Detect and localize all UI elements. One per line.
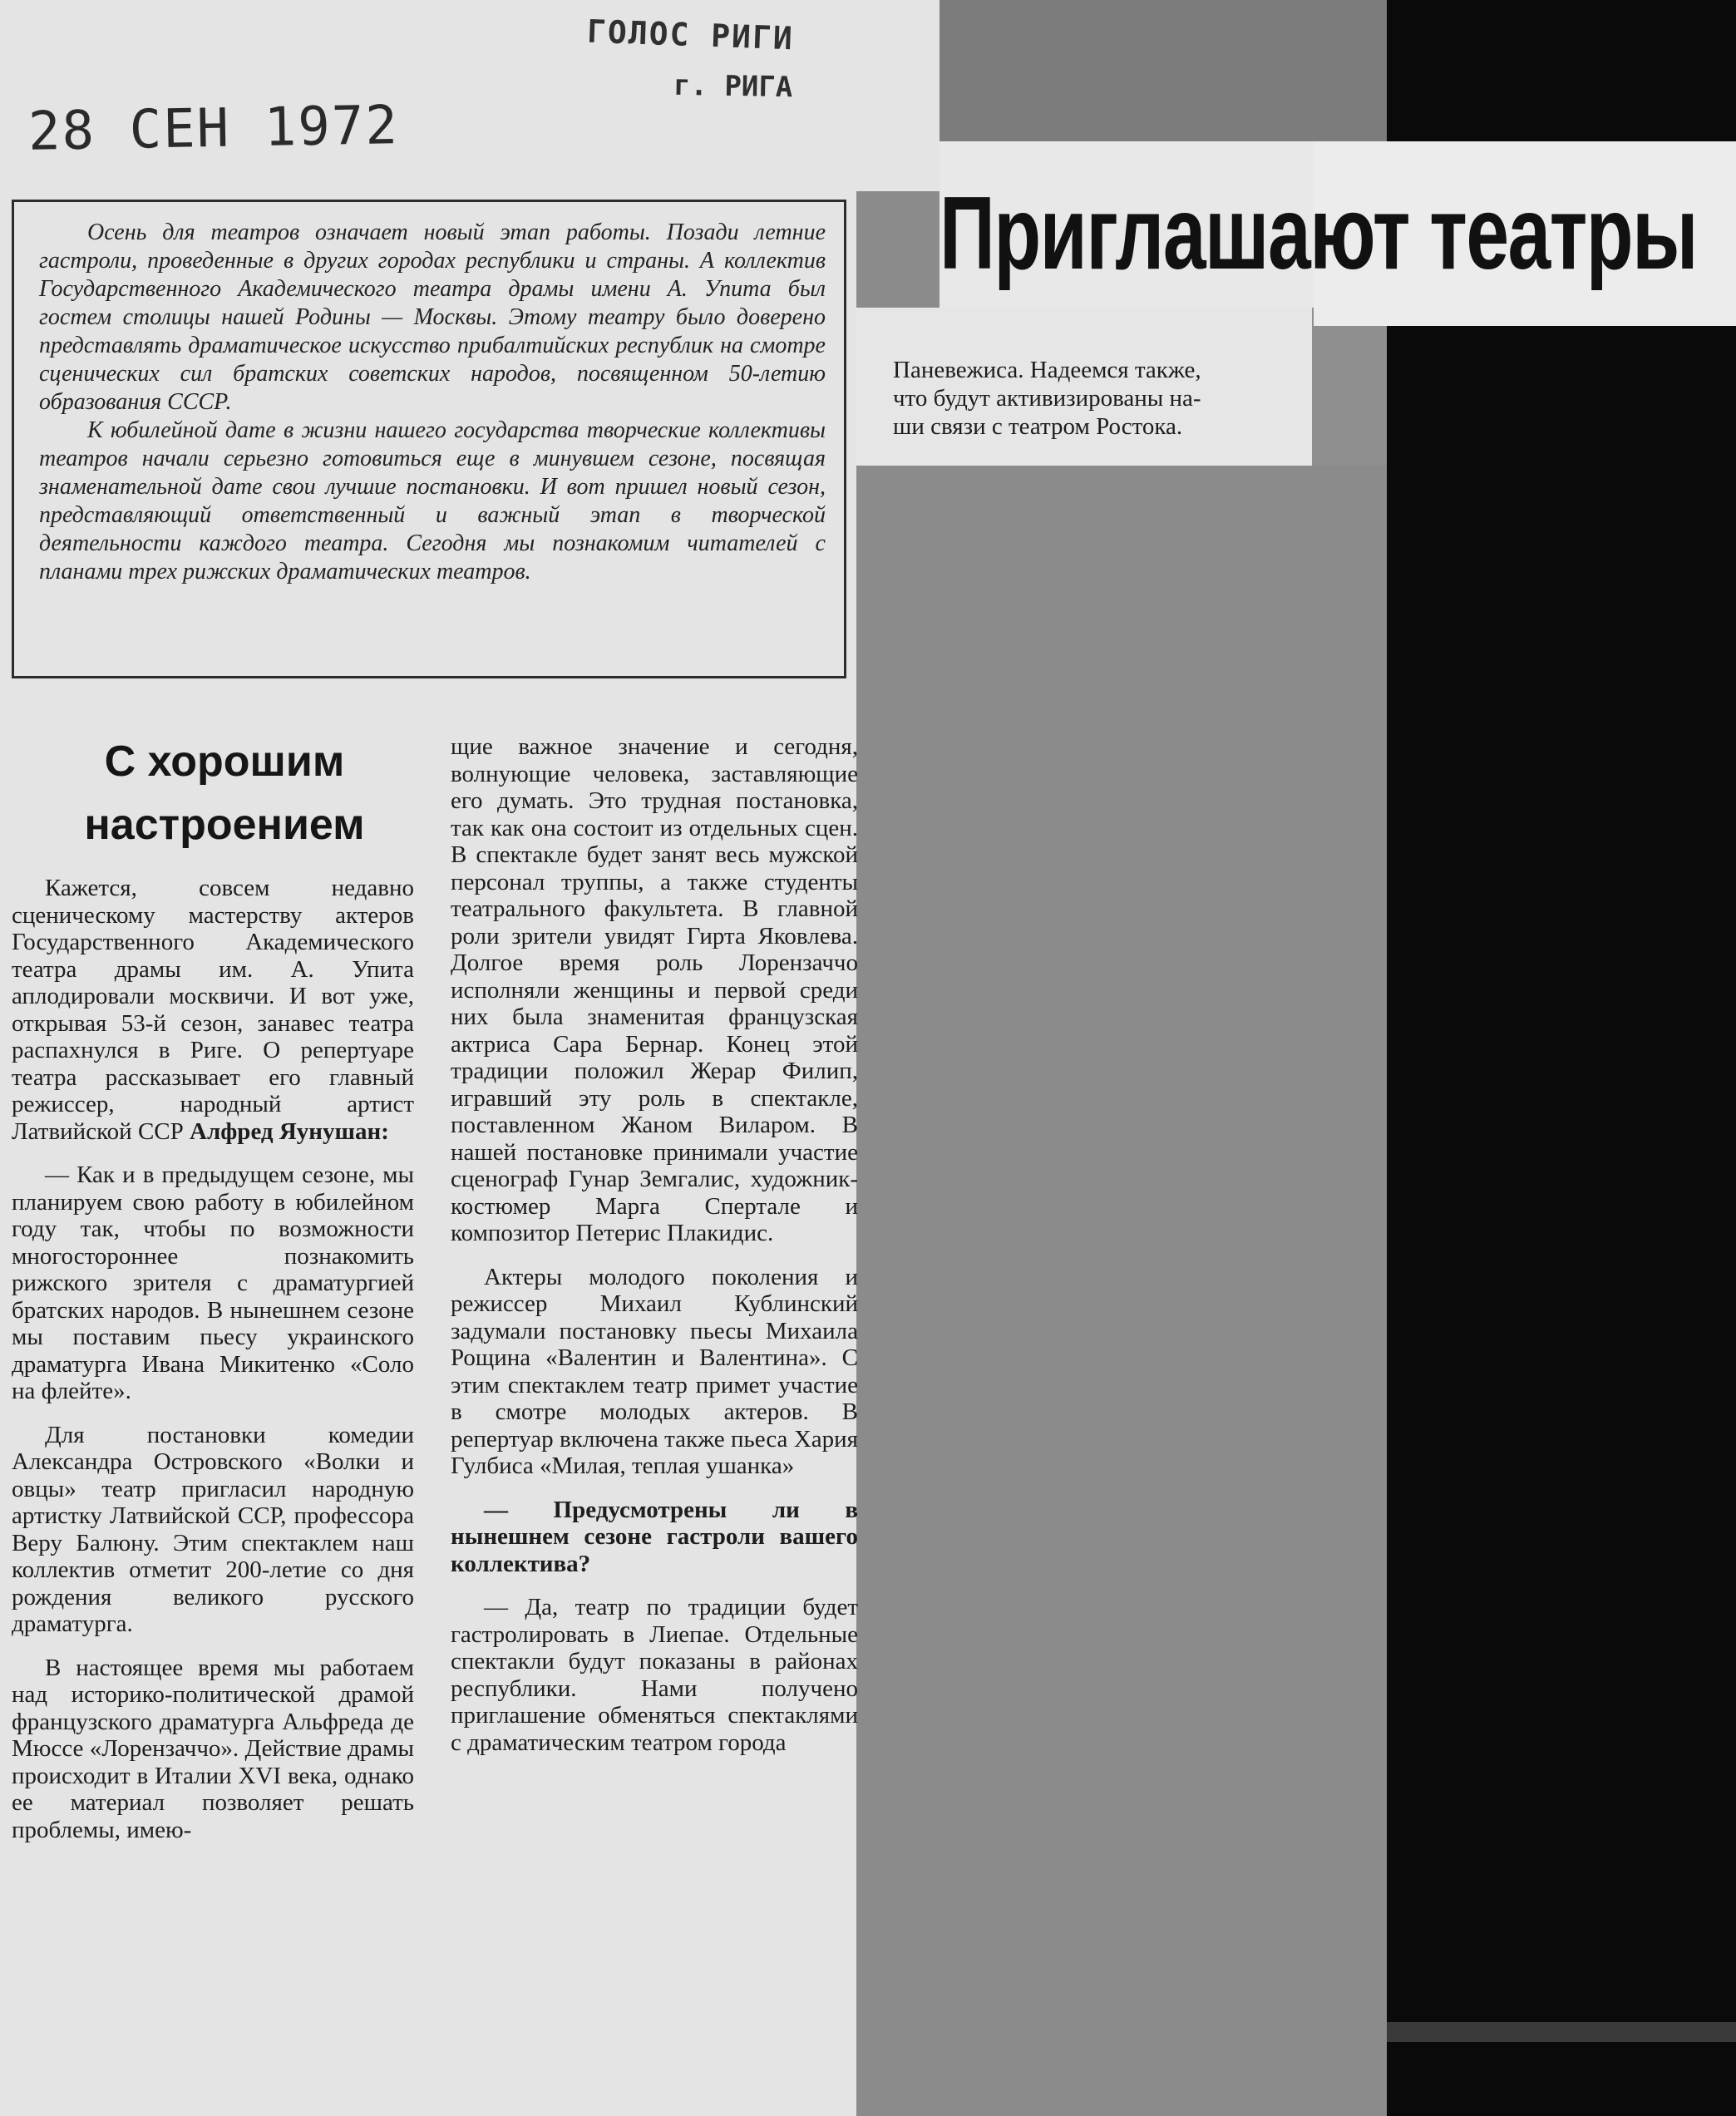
side-note-line: что будут активизированы на- — [893, 385, 1201, 412]
lead-text: Кажется, совсем недавно сценическому мастерству актеров Государственного Академического театра драмы им. А. Упита аплодировали москвичи. И вот уже, открывая 53-й сезон, занавес театра распахнулся в Риге. О репертуаре театра рассказывает его главный режиссер, народный артист Латвийской ССР — [12, 875, 414, 1145]
newspaper-stamp — [582, 12, 931, 116]
column1-paragraph: В настоящее время мы работаем над историко-политической драмой французского драматурга Альфреда де Мюссе «Лорензаччо». Действие драмы происходит в Италии XVI века, однако ее материал позволяет решать проблемы, имею- — [12, 1654, 414, 1843]
side-note-line: ши связи с театром Ростока. — [893, 413, 1183, 440]
article-headline: Приглашают театры — [940, 176, 1698, 291]
date-stamp: 28 СЕН 1972 — [27, 95, 400, 163]
scan-line — [1387, 2022, 1736, 2042]
clipping-cut-edge — [856, 191, 940, 2116]
intro-box — [12, 200, 846, 678]
column1-paragraph: Для постановки комедии Александра Островского «Волки и овцы» театр пригласил народную артистку Латвийской ССР, профессора Веру Балюну. Этим спектаклем наш коллектив отметит 200-летие со дня рождения великого русского драматурга. — [12, 1421, 414, 1637]
director-name: Алфред Яунушан: — [190, 1117, 389, 1145]
background-strip — [940, 0, 1387, 150]
question-text: — Предусмотрены ли в нынешнем сезоне гастроли вашего коллектива? — [451, 1496, 858, 1577]
interview-answer: — Да, театр по традиции будет гастролировать в Лиепае. Отдельные спектакли будут показаны в районах республики. Нами получено приглашение обменяться спектаклями с драматическим театром города — [451, 1594, 858, 1756]
stamp-city: г. РИГА — [673, 68, 793, 105]
column2-paragraph: Актеры молодого поколения и режиссер Михаил Кублинский задумали постановку пьесы Михаила Рощина «Валентин и Валентина». С этим спектаклем театр примет участие в смотре молодых актеров. В репертуар включена также пьеса Хария Гулбиса «Милая, теплая ушанка» — [451, 1263, 858, 1479]
article-column-1 — [12, 875, 414, 1860]
stamp-newspaper-name: ГОЛОС РИГИ — [586, 12, 795, 57]
interview-question — [451, 1497, 858, 1578]
article-column-2 — [451, 733, 858, 1773]
column1-lead — [12, 875, 414, 1145]
intro-paragraph-2: К юбилейной дате в жизни нашего государства творческие коллективы театров начали серьезно готовиться еще в минувшем сезоне, посвящая знаменательной дате свои лучшие постановки. И вот пришел новый сезон, представляющий ответственный и важный этап в творческой деятельности каждого театра. Сегодня мы познакомим читателей с планами трех рижских драматических театров. — [39, 417, 826, 584]
side-note — [893, 356, 1304, 441]
section-title: С хорошим настроением — [84, 737, 365, 849]
column1-paragraph: — Как и в предыдущем сезоне, мы планируем свою работу в юбилейном году так, чтобы по возможности многостороннее познакомить рижского зрителя с драматургией братских народов. В нынешнем сезоне мы поставим пьесу украинского драматурга Ивана Микитенко «Соло на флейте». — [12, 1162, 414, 1404]
column2-paragraph: щие важное значение и сегодня, волнующие человека, заставляющие его думать. Это трудная постановка, так как она состоит из отдельных сцен. В спектакле будет занят весь мужской персонал труппы, а также студенты театрального факультета. В главной роли зрители увидят Гирта Яковлева. Долгое время роль Лорензаччо исполняли женщины и первой среди них была знаменитая французская актриса Сара Бернар. Конец этой традиции положил Жерар Филип, игравший эту роль в спектакле, поставленном Жаном Виларом. В нашей постановке принимали участие сценограф Гунар Земгалис, художник-костюмер Марга Спертале и композитор Петерис Плакидис. — [451, 733, 858, 1246]
intro-paragraph-1: Осень для театров означает новый этап работы. Позади летние гастроли, проведенные в других городах республики и страны. А коллектив Государственного Академического театра драмы имени А. Упита был гостем столицы нашей Родины — Москвы. Этому театру было доверено представлять драматическое искусство прибалтийских республик на смотре сценических сил братских советских народов, посвященном 50-летию образования СССР. — [39, 219, 826, 415]
side-note-line: Паневежиса. Надеемся также, — [893, 357, 1201, 383]
